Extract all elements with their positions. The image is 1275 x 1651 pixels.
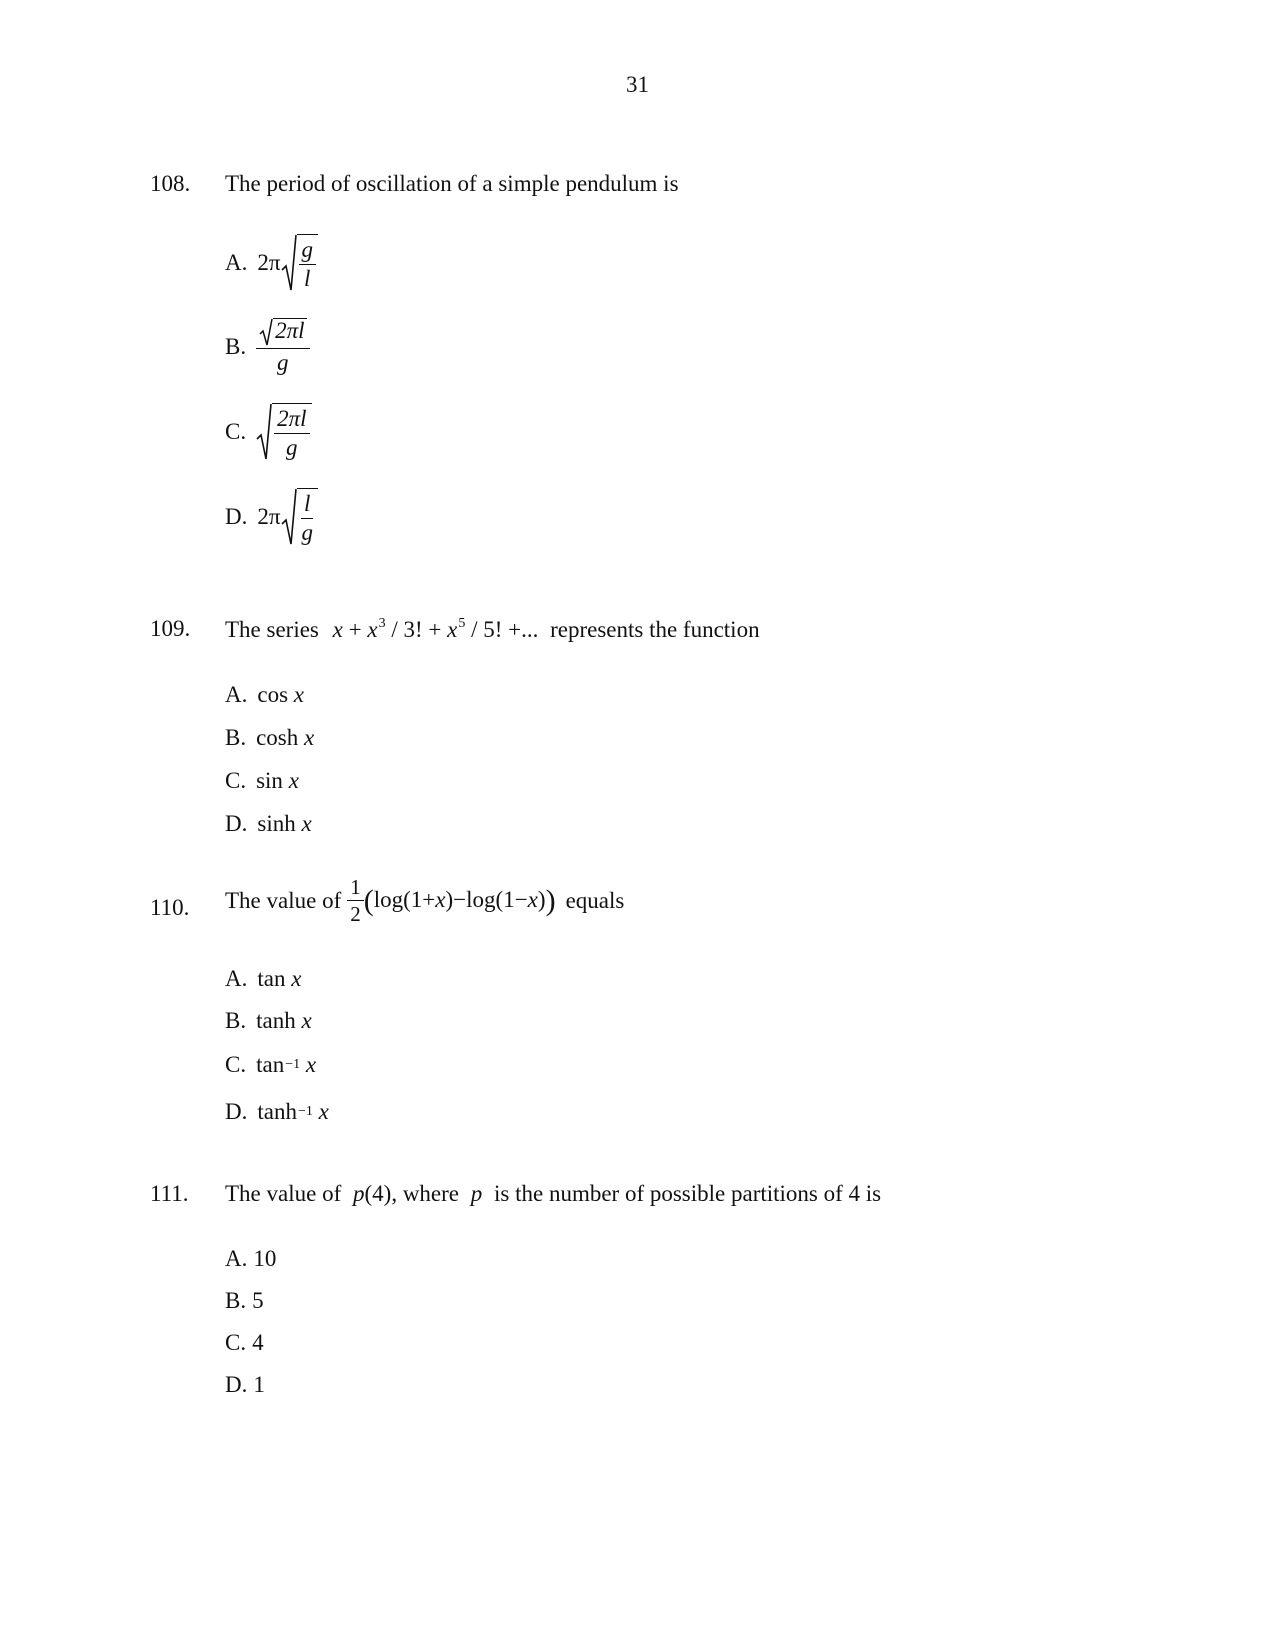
option-variable: x: [305, 1052, 317, 1077]
question-108-option-d: [225, 488, 318, 546]
question-111-number: 111.: [150, 1181, 189, 1206]
page-number: 31: [626, 72, 649, 97]
question-111-option-c: [225, 1330, 264, 1356]
stem-text: is the number of possible partitions of 4 is: [494, 1181, 882, 1206]
question-110-stem: [225, 876, 624, 925]
option-variable: x: [301, 811, 312, 836]
option-function: cos: [257, 682, 289, 707]
option-label: B.: [225, 725, 247, 750]
question-109-option-a: [225, 682, 304, 708]
radical: [281, 234, 319, 292]
radical-sign-icon: [281, 234, 297, 292]
question-110-option-b: [225, 1008, 312, 1034]
radical: [281, 488, 319, 546]
question-110-number: 110.: [150, 895, 190, 920]
stem-text: The value of: [225, 887, 342, 913]
fraction-denominator: g: [277, 350, 289, 375]
fraction-numerator: 1: [347, 876, 364, 901]
half-fraction: [347, 876, 364, 925]
radical-sign-icon: [256, 403, 272, 461]
option-text: 1: [253, 1372, 265, 1397]
radicand-denominator: g: [301, 520, 313, 545]
question-110-option-d: [225, 1099, 329, 1125]
p-argument: (4): [364, 1181, 392, 1206]
p-variable: p: [470, 1181, 483, 1206]
fraction-numerator: 2πl: [273, 318, 306, 346]
radicand-numerator: 2πl: [274, 407, 309, 434]
option-text: 5: [252, 1288, 264, 1313]
option-variable: x: [293, 682, 305, 707]
option-function: tanh: [256, 1008, 296, 1033]
fraction: [256, 318, 309, 375]
log-expression: (log(1+x)−log(1−x)): [363, 883, 556, 917]
question-111-option-b: [225, 1288, 264, 1314]
option-label: B.: [225, 333, 247, 359]
option-label: A.: [225, 1246, 248, 1271]
option-label: B.: [225, 1288, 247, 1313]
option-variable: x: [304, 725, 315, 750]
option-label: C.: [225, 768, 247, 793]
option-label: C.: [225, 1330, 247, 1355]
question-109-number: 109.: [150, 616, 191, 641]
stem-text: represents the function: [550, 617, 760, 642]
question-109-stem: [225, 616, 760, 643]
option-label: A.: [225, 682, 248, 707]
option-label: D.: [225, 1099, 248, 1124]
question-108-number: 108.: [150, 171, 191, 196]
option-function: tan: [256, 1052, 285, 1077]
option-label: C.: [225, 419, 247, 444]
question-109-option-b: [225, 725, 314, 751]
radical-sign-icon: [281, 488, 297, 546]
inverse-superscript: −1: [285, 1057, 301, 1072]
option-prefix: 2π: [257, 250, 281, 275]
question-108-option-c: [225, 403, 312, 461]
option-label: A.: [225, 250, 248, 275]
radicand-denominator: g: [286, 435, 298, 460]
stem-text: equals: [565, 887, 625, 913]
option-label: A.: [225, 966, 248, 991]
fraction-denominator: 2: [350, 902, 361, 927]
question-111-stem: [225, 1181, 881, 1207]
option-function: sinh: [257, 811, 296, 836]
option-function: cosh: [256, 725, 299, 750]
option-label: D.: [225, 811, 248, 836]
stem-text: The series: [225, 617, 319, 642]
option-label: C.: [225, 1052, 247, 1077]
option-function: tan: [257, 966, 286, 991]
stem-text: The value of: [225, 1181, 342, 1206]
question-108-option-a: [225, 234, 318, 292]
inverse-superscript: −1: [297, 1104, 313, 1119]
option-label: B.: [225, 1008, 247, 1033]
stem-text: , where: [391, 1181, 459, 1206]
radical-sign-icon: [259, 318, 273, 346]
question-108-stem: The period of oscillation of a simple pendulum is: [225, 171, 679, 196]
p-variable: p: [352, 1181, 365, 1206]
radicand-numerator: l: [301, 492, 313, 519]
option-label: D.: [225, 1372, 248, 1397]
option-text: 4: [252, 1330, 264, 1355]
option-variable: x: [291, 966, 302, 991]
option-variable: x: [301, 1008, 312, 1033]
radicand-denominator: l: [304, 266, 311, 291]
option-variable: x: [288, 768, 299, 793]
question-110-option-c: [225, 1052, 316, 1078]
question-111-option-d: [225, 1372, 265, 1398]
option-function: sin: [256, 768, 283, 793]
radicand-numerator: g: [299, 238, 317, 265]
option-variable: x: [318, 1099, 329, 1124]
question-108-option-b: [225, 318, 310, 375]
option-prefix: 2π: [257, 504, 281, 529]
question-111-option-a: [225, 1246, 276, 1272]
option-function: tanh: [257, 1099, 297, 1124]
series-expression: $x + x^3 / 3$! + $x^5 / 5$! +...: [332, 616, 539, 642]
radical: [256, 403, 311, 461]
question-109-option-c: [225, 768, 299, 794]
option-label: D.: [225, 504, 248, 529]
option-text: 10: [253, 1246, 277, 1271]
question-109-option-d: [225, 811, 312, 837]
question-110-option-a: [225, 966, 301, 992]
